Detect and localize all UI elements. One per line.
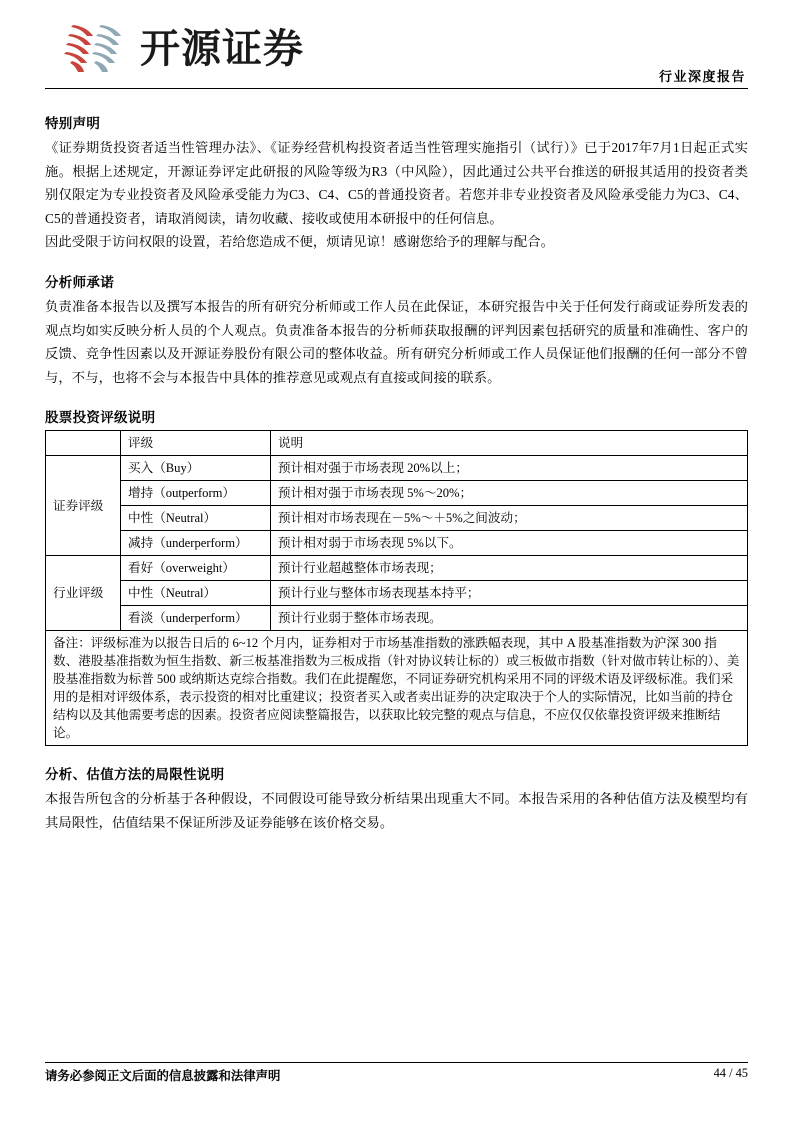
footer-page-number: 44 / 45 xyxy=(713,1066,748,1080)
rating-label: 中性（Neutral） xyxy=(121,581,271,606)
analyst-commitment-paragraph: 负责准备本报告以及撰写本报告的所有研究分析师或工作人员在此保证，本研究报告中关于任何发行商或证券所发表的观点均如实反映分析人员的个人观点。负责准备本报告的分析师获取报酬的评判因素包括研究的质量和准确性、客户的反馈、竞争性因素以及开源证券股份有限公司的整体收益。所有研究分析师或工作人员保证他们报酬的任何一部分不曾与，不与，也将不会与本报告中具体的推荐意见或观点有直接或间接的联系。 xyxy=(45,298,748,385)
section-method-limitation xyxy=(45,763,748,834)
page-header xyxy=(0,0,793,100)
rating-description: 预计相对市场表现在－5%～＋5%之间波动； xyxy=(271,506,748,531)
special-statement-paragraph-1: 《证券期货投资者适当性管理办法》、《证券经营机构投资者适当性管理实施指引（试行）》已于2017年7月1日起正式实施。根据上述规定，开源证券评定此研报的风险等级为R3（中风险），因此通过公共平台推送的研报其适用的投资者类别仅限定为专业投资者及风险承受能力为C3、C4、C5的普通投资者。若您并非专业投资者及风险承受能力为C3、C4、C5的普通投资者，请取消阅读，请勿收藏、接收或使用本研报中的任何信息。 xyxy=(45,140,748,226)
section-title-analyst-commitment: 分析师承诺 xyxy=(45,274,114,290)
table-header-description: 说明 xyxy=(271,431,748,456)
page-footer xyxy=(45,1062,748,1084)
table-header-blank xyxy=(46,431,121,456)
rating-label: 中性（Neutral） xyxy=(121,506,271,531)
rating-category-industry: 行业评级 xyxy=(46,556,121,631)
rating-label: 看好（overweight） xyxy=(121,556,271,581)
header-divider xyxy=(45,88,748,89)
table-header-rating: 评级 xyxy=(121,431,271,456)
rating-label: 减持（underperform） xyxy=(121,531,271,556)
table-row xyxy=(46,606,748,631)
table-header-row xyxy=(46,431,748,456)
investment-rating-table xyxy=(45,430,748,746)
rating-description: 预计行业与整体市场表现基本持平； xyxy=(271,581,748,606)
brand-name: 开源证券 xyxy=(140,27,304,71)
company-logo-icon xyxy=(63,22,131,76)
table-note-row xyxy=(46,631,748,746)
rating-label: 增持（outperform） xyxy=(121,481,271,506)
rating-description: 预计相对强于市场表现 5%～20%； xyxy=(271,481,748,506)
section-title-rating-explanation: 股票投资评级说明 xyxy=(45,410,156,426)
rating-label: 买入（Buy） xyxy=(121,456,271,481)
section-title-method-limitation: 分析、估值方法的局限性说明 xyxy=(45,767,225,783)
rating-label: 看淡（underperform） xyxy=(121,606,271,631)
section-special-statement xyxy=(45,112,748,254)
rating-category-securities: 证券评级 xyxy=(46,456,121,556)
section-rating-explanation xyxy=(45,406,748,746)
table-row xyxy=(46,456,748,481)
table-row xyxy=(46,531,748,556)
footer-disclaimer: 请务必参阅正文后面的信息披露和法律声明 xyxy=(45,1069,281,1083)
method-limitation-paragraph: 本报告所包含的分析基于各种假设，不同假设可能导致分析结果出现重大不同。本报告采用的各种估值方法及模型均有其局限性，估值结果不保证所涉及证券能够在该价格交易。 xyxy=(45,791,748,830)
footer-divider xyxy=(45,1062,748,1063)
table-row xyxy=(46,506,748,531)
special-statement-paragraph-2: 因此受限于访问权限的设置，若给您造成不便，烦请见谅！感谢您给予的理解与配合。 xyxy=(45,234,555,250)
table-row xyxy=(46,581,748,606)
page-content xyxy=(45,112,748,852)
rating-description: 预计相对弱于市场表现 5%以下。 xyxy=(271,531,748,556)
report-type-label: 行业深度报告 xyxy=(658,69,746,84)
section-title-special-statement: 特别声明 xyxy=(45,116,101,131)
rating-description: 预计行业超越整体市场表现； xyxy=(271,556,748,581)
brand-logo xyxy=(63,22,304,76)
rating-table-note: 备注：评级标准为以报告日后的 6~12 个月内，证券相对于市场基准指数的涨跌幅表现，其中 A 股基准指数为沪深 300 指数、港股基准指数为恒生指数、新三板基准指数为三板成指（针对协议转让标的）或三板做市指数（针对做市转让标的）、美股基准指数为标普 500 或纳斯达克综合指数。我们在此提醒您，不同证券研究机构采用不同的评级术语及评级标准。我们采用的是相对评级体系，表示投资的相对比重建议；投资者买入或者卖出证券的决定取决于个人的实际情况，比如当前的持仓结构以及其他需要考虑的因素。投资者应阅读整篇报告，以获取比较完整的观点与信息，不应仅仅依靠投资评级来推断结论。 xyxy=(46,631,748,746)
table-row xyxy=(46,481,748,506)
rating-description: 预计行业弱于整体市场表现。 xyxy=(271,606,748,631)
table-row xyxy=(46,556,748,581)
section-analyst-commitment xyxy=(45,271,748,389)
rating-description: 预计相对强于市场表现 20%以上； xyxy=(271,456,748,481)
